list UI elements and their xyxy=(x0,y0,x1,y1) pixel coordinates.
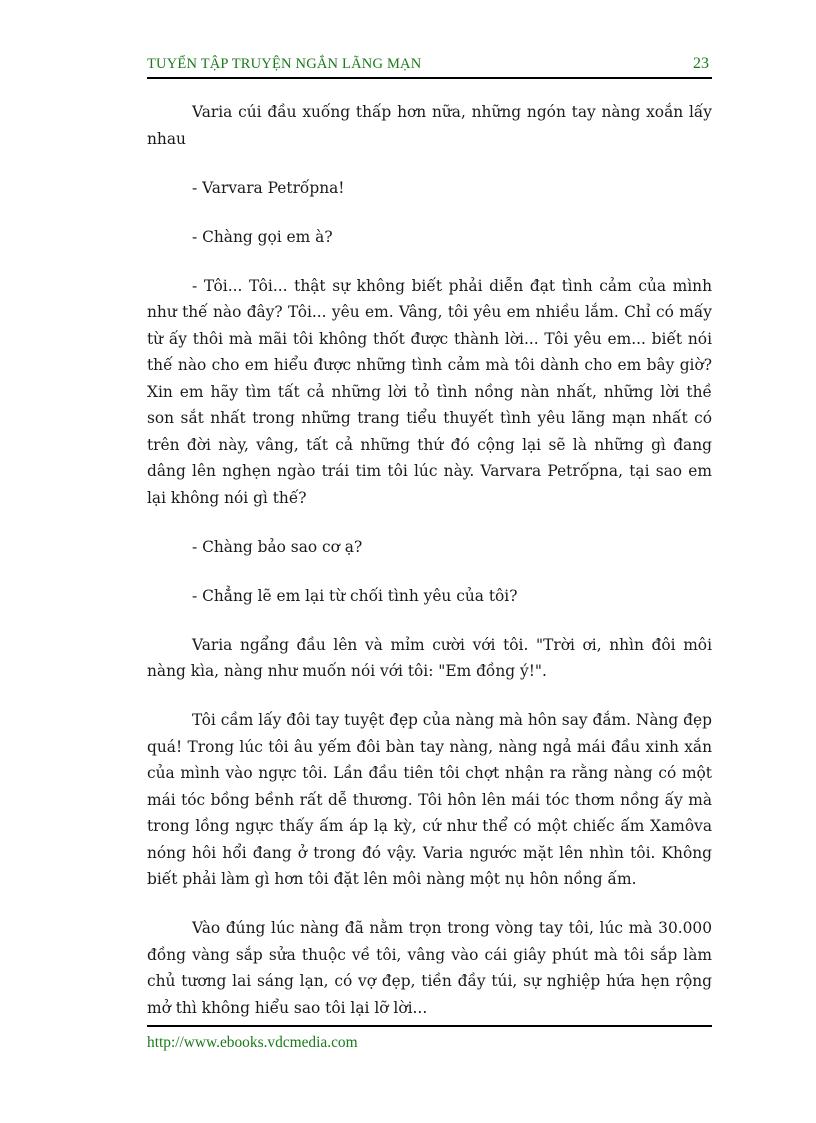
paragraph: Varia cúi đầu xuống thấp hơn nữa, những ngón tay nàng xoắn lấy nhau xyxy=(147,103,712,148)
paragraph: - Chẳng lẽ em lại từ chối tình yêu của tôi? xyxy=(192,586,518,605)
page-header xyxy=(147,52,711,78)
paragraph: - Chàng gọi em à? xyxy=(192,227,333,246)
page-number: 23 xyxy=(693,55,709,72)
footer-link[interactable]: http://www.ebooks.vdcmedia.com xyxy=(147,1034,358,1051)
book-title: TUYỂN TẬP TRUYỆN NGẮN LÃNG MẠN xyxy=(147,56,422,72)
header-divider xyxy=(147,77,712,79)
paragraph: Vào đúng lúc nàng đã nằm trọn trong vòng tay tôi, lúc mà 30.000 đồng vàng sắp sửa thuộc về tôi, vâng vào cái giây phút mà tôi sắp làm chủ tương lai sáng lạn, có vợ đẹp, tiền đầy túi, sự nghiệp hứa hẹn rộng mở thì không hiểu sao tôi lại lỡ lời... xyxy=(147,919,712,1017)
paragraph: - Tôi... Tôi... thật sự không biết phải diễn đạt tình cảm của mình như thế nào đây? Tôi... yêu em. Vâng, tôi yêu em nhiều lắm. Chỉ có mấy từ ấy thôi mà mãi tôi không thốt được thành lời... Tôi yêu em... biết nói thế nào cho em hiểu được những tình cảm mà tôi dành cho em bây giờ? Xin em hãy tìm tất cả những lời tỏ tình nồng nàn nhất, những lời thề son sắt nhất trong những trang tiểu thuyết tình yêu lãng mạn nhất có trên đời này, vâng, tất cả những thứ đó cộng lại sẽ là những gì đang dâng lên nghẹn ngào trái tim tôi lúc này. Varvara Petrốpna, tại sao em lại không nói gì thế? xyxy=(147,276,712,507)
paragraph: Varia ngẩng đầu lên và mỉm cười với tôi. "Trời ơi, nhìn đôi môi nàng kìa, nàng như muốn nói với tôi: "Em đồng ý!". xyxy=(147,635,712,680)
story-body xyxy=(147,99,712,1044)
footer-divider xyxy=(147,1025,712,1027)
paragraph: Tôi cầm lấy đôi tay tuyệt đẹp của nàng mà hôn say đắm. Nàng đẹp quá! Trong lúc tôi âu yếm đôi bàn tay nàng, nàng ngả mái đầu xinh xắn của mình vào ngực tôi. Lần đầu tiên tôi chợt nhận ra rằng nàng có một mái tóc bồng bềnh rất dễ thương. Tôi hôn lên mái tóc thơm nồng ấy mà trong lồng ngực thấy ấm áp lạ kỳ, cứ như thể có một chiếc ấm Xamôva nóng hôi hổi đang ở trong đó vậy. Varia ngước mặt lên nhìn tôi. Không biết phải làm gì hơn tôi đặt lên môi nàng một nụ hôn nồng ấm. xyxy=(147,711,712,888)
paragraph: - Chàng bảo sao cơ ạ? xyxy=(192,537,363,556)
paragraph: - Varvara Petrốpna! xyxy=(192,178,345,197)
